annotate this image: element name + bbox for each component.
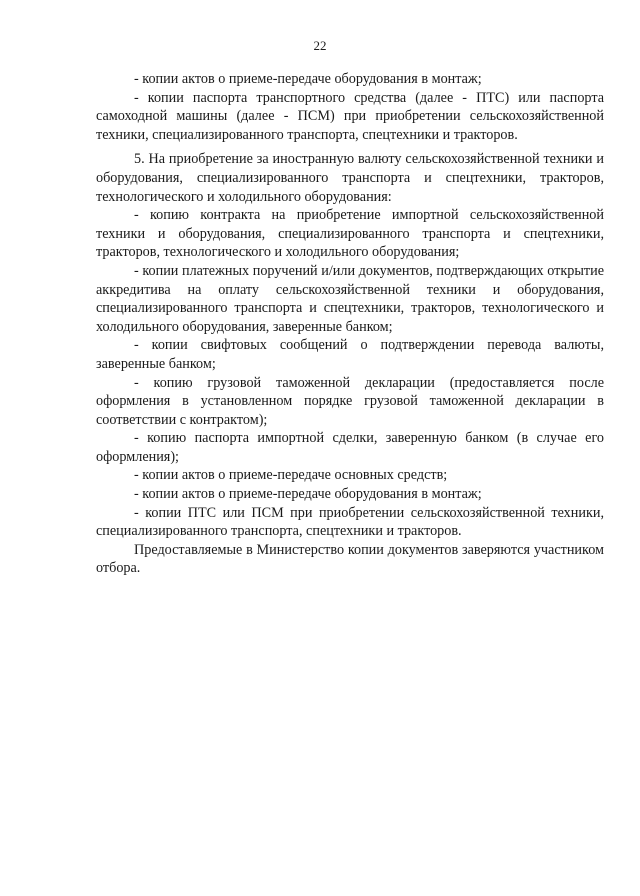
paragraph-equipment-install-acts: - копии актов о приеме-передаче оборудования в монтаж; xyxy=(134,71,482,87)
page-number: 22 xyxy=(313,38,327,53)
document-body xyxy=(96,70,604,578)
paragraph-certification-note: Предоставляемые в Министерство копии документов заверяются участником отбора. xyxy=(96,541,604,577)
paragraph-item-5-heading: 5. На приобретение за иностранную валюту сельскохозяйственной техники и оборудования, специализированного транспорта и спецтехники, тракторов, технологического и холодильного оборудования: xyxy=(96,151,604,205)
paragraph-payment-orders: - копии платежных поручений и/или документов, подтверждающих открытие аккредитива на оплату сельскохозяйственной техники и оборудования, специализированного транспорта и спецтехники, тракторов, технологического и холодильного оборудования, заверенные банком; xyxy=(96,262,604,335)
paragraph-equipment-install-acts-2: - копии актов о приеме-передаче оборудования в монтаж; xyxy=(134,486,482,503)
paragraph-pts-psm-copies: - копии ПТС или ПСМ при приобретении сельскохозяйственной техники, специализированного транспорта, спецтехники и тракторов. xyxy=(96,504,604,540)
paragraph-customs-declaration: - копию грузовой таможенной декларации (предоставляется после оформления в установленном порядке грузовой таможенной декларации в соответствии с контрактом); xyxy=(96,374,604,428)
paragraph-fixed-assets-acts: - копии актов о приеме-передаче основных средств; xyxy=(134,467,448,484)
paragraph-vehicle-passport: - копии паспорта транспортного средства (далее - ПТС) или паспорта самоходной машины (далее - ПСМ) при приобретении сельскохозяйственной техники, специализированного транспорта, спецтехники и тракторов. xyxy=(96,89,604,143)
paragraph-swift-messages: - копии свифтовых сообщений о подтверждении перевода валюты, заверенные банком; xyxy=(96,337,604,372)
paragraph-import-deal-passport: - копию паспорта импортной сделки, заверенную банком (в случае его оформления); xyxy=(96,430,604,465)
paragraph-import-contract: - копию контракта на приобретение импортной сельскохозяйственной техники и оборудования, специализированного транспорта и спецтехники, тракторов, технологического и холодильного оборудования; xyxy=(96,207,604,261)
